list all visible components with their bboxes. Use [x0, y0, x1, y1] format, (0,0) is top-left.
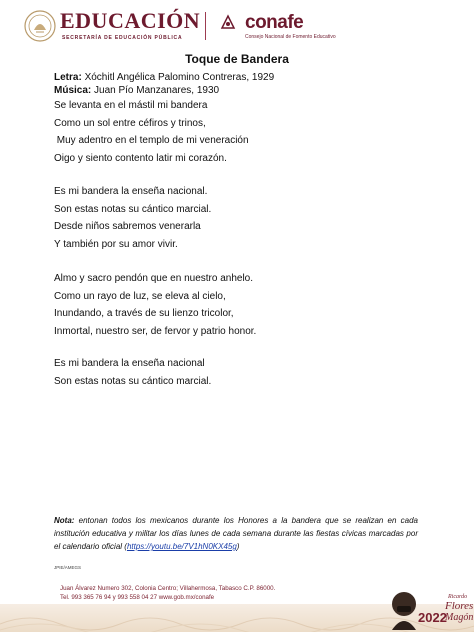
verse-line: Como un sol entre céfiros y trinos,	[54, 117, 206, 129]
verse-line: Son estas notas su cántico marcial.	[54, 375, 212, 387]
letra-label: Letra:	[54, 72, 82, 83]
verse-line: Es mi bandera la enseña nacional	[54, 358, 205, 369]
stanza-3	[54, 270, 256, 340]
note-paragraph	[54, 514, 418, 553]
credit-musica	[54, 84, 274, 97]
credit-letra	[54, 71, 274, 84]
badge-name-2: Flores	[445, 600, 474, 612]
flores-magon-2022-badge	[382, 582, 474, 632]
note-text: entonan todos los mexicanos durante los Honores a la bandera que se realizan en cada institución educativa y militar los días lunes de cada semana durante las fiestas cívicas marcadas por el calendario oficial (	[54, 516, 418, 551]
musica-label: Música:	[54, 85, 92, 96]
document-title: Toque de Bandera	[185, 52, 289, 66]
verse-line: Oigo y siento contento latir mi corazón.	[54, 152, 227, 164]
footer-address	[60, 584, 275, 602]
musica-value: Juan Pío Manzanares, 1930	[91, 85, 220, 96]
header-divider	[205, 12, 206, 40]
credits	[54, 71, 274, 97]
verse-line: Desde niños sabremos venerarla	[54, 221, 201, 232]
education-subtitle: SECRETARÍA DE EDUCACIÓN PÚBLICA	[62, 35, 183, 41]
verse-line: Se levanta en el mástil mi bandera	[54, 100, 208, 111]
education-logo-text: EDUCACIÓN	[60, 8, 201, 33]
note-end: )	[236, 542, 240, 551]
conafe-logo-text: conafe	[245, 12, 304, 33]
page-header	[0, 0, 474, 48]
badge-name-1: Ricardo	[448, 594, 468, 600]
verse-line: Como un rayo de luz, se eleva al cielo,	[54, 290, 226, 302]
stanza-1	[54, 97, 249, 167]
letra-value: Xóchitl Angélica Palomino Contreras, 1929	[81, 72, 275, 83]
stanza-2	[54, 183, 211, 253]
address-line-2: Tel. 993 365 76 94 y 993 558 04 27 www.gob.mx/conafe	[60, 594, 215, 601]
verse-line: Inundando, a través de su lienzo tricolor,	[54, 308, 234, 319]
address-line-1: Juan Álvarez Numero 302, Colonia Centro; Villahermosa, Tabasco C.P. 86000.	[60, 585, 276, 592]
verse-line: Es mi bandera la enseña nacional.	[54, 186, 208, 197]
badge-name-3: Magón	[445, 612, 474, 623]
stanza-4	[54, 355, 211, 390]
national-seal-icon	[24, 10, 56, 42]
reference-initials: JPIE/AMEGS	[54, 565, 82, 570]
note-label: Nota:	[54, 516, 75, 525]
verse-line: Son estas notas su cántico marcial.	[54, 203, 212, 215]
verse-line: Inmortal, nuestro ser, de fervor y patrio honor.	[54, 325, 257, 337]
conafe-subtitle: Consejo Nacional de Fomento Educativo	[245, 34, 336, 40]
conafe-mark-icon	[220, 14, 236, 30]
badge-year: 2022	[418, 610, 447, 625]
youtube-link[interactable]: https://youtu.be/7V1hN0KX45g	[126, 542, 237, 551]
verse-line: Almo y sacro pendón que en nuestro anhelo.	[54, 273, 254, 284]
verse-line: Muy adentro en el templo de mi veneración	[54, 135, 249, 146]
verse-line: Y también por su amor vivir.	[54, 238, 178, 250]
